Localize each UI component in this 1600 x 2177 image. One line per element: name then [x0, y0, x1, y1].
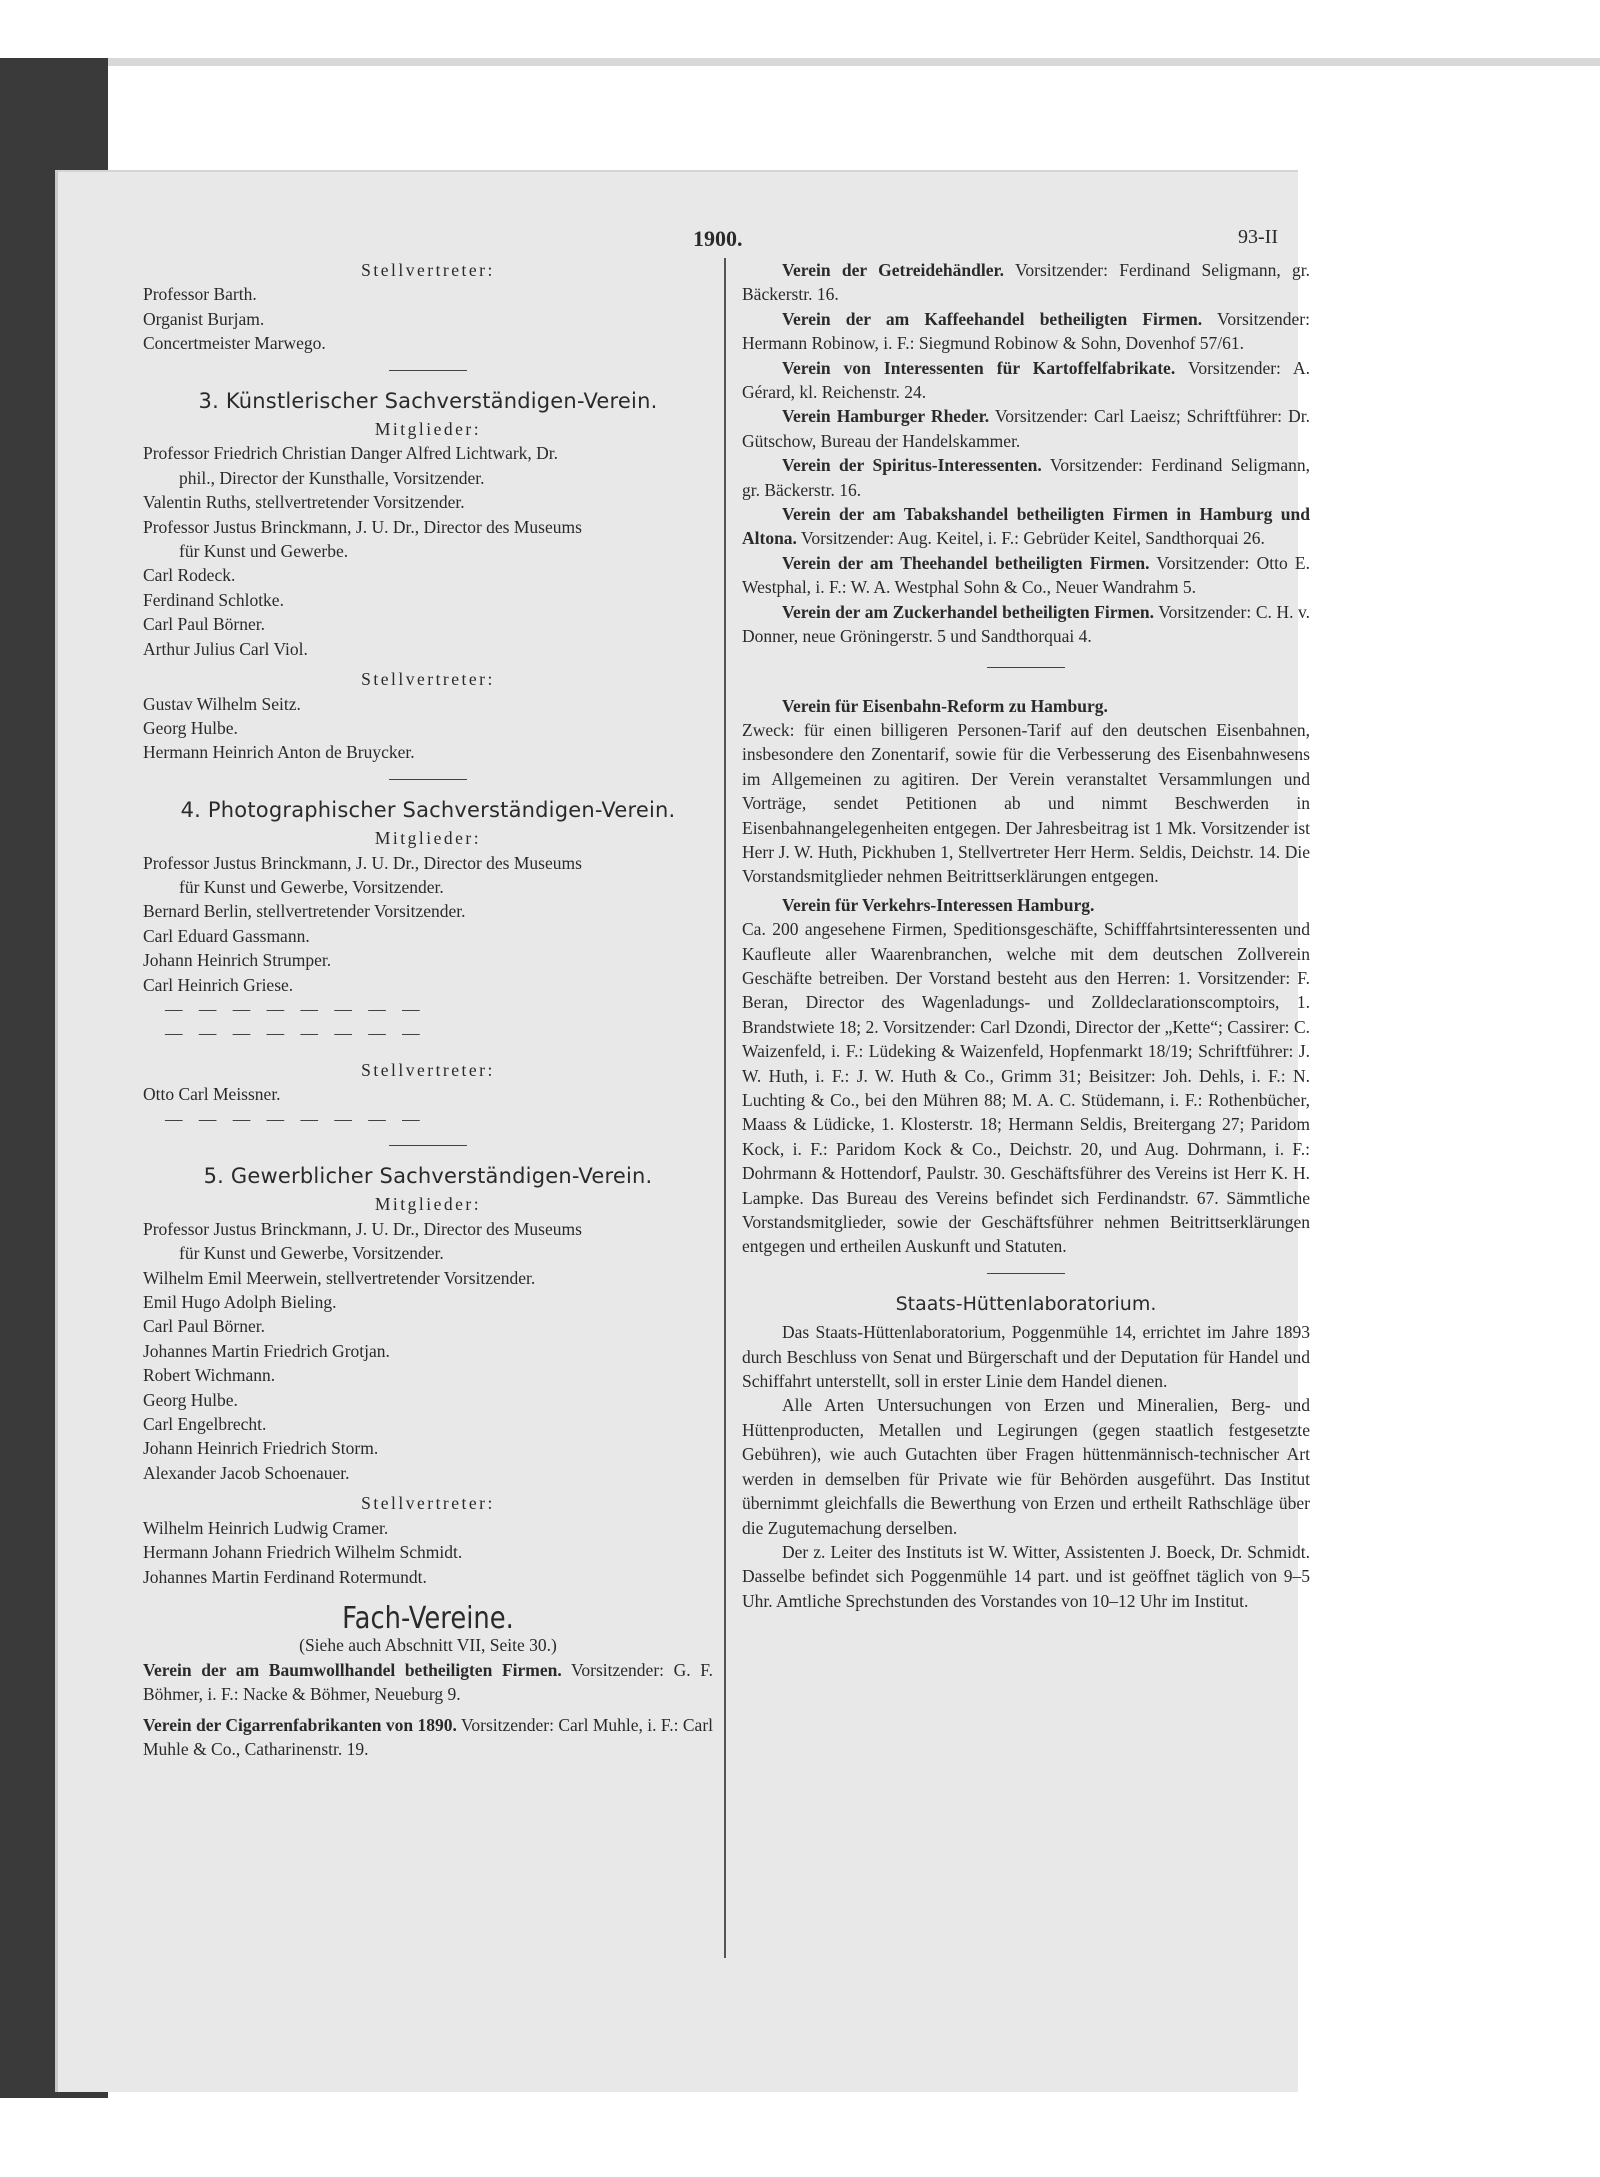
list-item: für Kunst und Gewerbe, Vorsitzender.	[179, 1243, 444, 1264]
entry-text: Vorsitzender: Ferdinand Seligmann, gr. Bäckerstr. 16.	[742, 455, 1311, 500]
list-item: Johannes Martin Friedrich Grotjan.	[143, 1340, 390, 1361]
fach-vereine-subtitle: (Siehe auch Abschnitt VII, Seite 30.)	[299, 1635, 557, 1656]
stellvertreter-heading: Stellvertreter:	[361, 260, 495, 280]
entry-cigarren	[143, 1713, 713, 1762]
list-item: Carl Paul Börner.	[143, 1316, 265, 1337]
fach-vereine-title: Fach-Vereine.	[342, 1600, 514, 1636]
labor-paragraph: Alle Arten Untersuchungen von Erzen und Mineralien, Berg- und Hüttenproducten, Metallen und Legirungen (gegen staatlich festgesetzte Gebühren), wie auch Gutachten über Fragen hüttenmännisch-technischer Art werden in demselben für Private wie für Behörden ausgeführt. Das Institut übernimmt gleichfalls die Bewerthung von Erzen und ertheilt Rathschläge über die Zugutemachung derselben.	[742, 1395, 1310, 1538]
list-item: Ferdinand Schlotke.	[143, 589, 284, 610]
entry-text: Vorsitzender: Otto E. Westphal, i. F.: W. A. Westphal Sohn & Co., Neuer Wandrahm 5.	[742, 552, 1310, 598]
list-item: für Kunst und Gewerbe, Vorsitzender.	[179, 876, 444, 897]
section-title: 5. Gewerblicher Sachverständigen-Verein.	[203, 1164, 653, 1188]
list-item: Professor Justus Brinckmann, J. U. Dr., Director des Museums	[143, 852, 582, 873]
list-item: Valentin Ruths, stellvertretender Vorsitzender.	[143, 492, 465, 513]
list-item: Organist Burjam.	[143, 308, 265, 329]
members-heading: Mitglieder:	[374, 419, 482, 440]
entry-name: Verein der Cigarrenfabrikanten von 1890.	[143, 1714, 457, 1735]
entry-text: Vorsitzender: Carl Laeisz; Schriftführer: Dr. Gütschow, Bureau der Handelskammer.	[742, 406, 1310, 451]
list-item: Arthur Julius Carl Viol.	[143, 638, 308, 659]
entry	[742, 600, 1310, 649]
entry	[742, 404, 1310, 453]
list-item: Emil Hugo Adolph Bieling.	[143, 1292, 337, 1313]
divider	[389, 1145, 467, 1146]
entry-name: Verein der am Zuckerhandel betheiligten Firmen.	[782, 601, 1155, 622]
section-title: 4. Photographischer Sachverständigen-Verein.	[180, 797, 676, 822]
list-item: Johann Heinrich Friedrich Storm.	[143, 1438, 379, 1459]
entry-text: Vorsitzender: Hermann Robinow, i. F.: Siegmund Robinow & Sohn, Dovenhof 57/61.	[742, 308, 1310, 354]
entry	[742, 453, 1310, 502]
list-item: Carl Engelbrecht.	[143, 1414, 267, 1435]
list-item: Carl Eduard Gassmann.	[143, 925, 310, 946]
entry-name: Verein der am Baumwollhandel betheiligten Firmen.	[143, 1659, 562, 1680]
entry-baumwoll	[143, 1658, 713, 1707]
list-item: Johannes Martin Ferdinand Rotermundt.	[143, 1566, 427, 1587]
list-item: Carl Paul Börner.	[143, 614, 265, 635]
labor-title: Staats-Hüttenlaboratorium.	[895, 1292, 1157, 1315]
entry-name: Verein der am Kaffeehandel betheiligten Firmen.	[782, 308, 1203, 329]
eisenbahn-text: Zweck: für einen billigeren Personen-Tarif auf den deutschen Eisenbahnen, insbesondere den Zonentarif, sowie für die Verbesserung des Eisenbahnwesens im Allgemeinen zu agitiren. Der Verein veranstaltet Versammlungen und Vorträge, sendet Petitionen ab und nimmt Beschwerden in Eisenbahnangelegenheiten entgegen. Der Jahresbeitrag ist 1 Mk. Vorsitzender ist Herr J. W. Huth, Pickhuben 1, Stellvertreter Herr Herm. Seldis, Deichstr. 14. Die Vorstandsmitglieder nehmen Beitrittserklärungen entgegen.	[742, 719, 1310, 887]
stellvertreter-heading: Stellvertreter:	[361, 1493, 495, 1514]
entry-name: Verein Hamburger Rheder.	[782, 406, 990, 427]
placeholder-dashes: — — — — — — — —	[165, 1108, 426, 1129]
list-item: Wilhelm Emil Meerwein, stellvertretender Vorsitzender.	[143, 1267, 536, 1288]
section-title: 3. Künstlerischer Sachverständigen-Verein.	[198, 388, 658, 413]
verkehr-title: Verein für Verkehrs-Interessen Hamburg.	[782, 894, 1095, 915]
stellvertreter-heading: Stellvertreter:	[361, 669, 495, 690]
list-item: Hermann Johann Friedrich Wilhelm Schmidt.	[143, 1542, 463, 1563]
entry-text: Vorsitzender: Ferdinand Seligmann, gr. Bäckerstr. 16.	[742, 260, 1310, 305]
column-divider	[724, 258, 726, 1958]
divider	[987, 667, 1065, 668]
labor-paragraph: Der z. Leiter des Instituts ist W. Witter, Assistenten J. Boeck, Dr. Schmidt. Dasselbe befindet sich Poggenmühle 14 part. und ist geöffnet täglich von 9–5 Uhr. Amtliche Sprechstunden des Vorstandes von 10–12 Uhr im Institut.	[742, 1541, 1310, 1611]
entry-name: Verein der Spiritus-Interessenten.	[782, 455, 1042, 476]
entry	[742, 307, 1310, 356]
list-item: Carl Heinrich Griese.	[143, 974, 294, 995]
entry	[742, 356, 1310, 405]
list-item: phil., Director der Kunsthalle, Vorsitzender.	[179, 467, 485, 488]
divider	[389, 779, 467, 780]
entry-name: Verein von Interessenten für Kartoffelfabrikate.	[782, 357, 1176, 378]
entry-name: Verein der Getreidehändler.	[782, 260, 1005, 280]
list-item: Gustav Wilhelm Seitz.	[143, 693, 301, 714]
list-item: Alexander Jacob Schoenauer.	[143, 1462, 350, 1483]
stellvertreter-heading: Stellvertreter:	[361, 1059, 495, 1080]
entry	[742, 551, 1310, 600]
entry	[742, 502, 1310, 551]
members-heading: Mitglieder:	[374, 1194, 482, 1215]
list-item: Georg Hulbe.	[143, 717, 238, 738]
left-column	[143, 258, 713, 1761]
entry	[742, 258, 1310, 307]
labor-paragraph: Das Staats-Hüttenlaboratorium, Poggenmühle 14, errichtet im Jahre 1893 durch Beschluss von Senat und Bürgerschaft und der Deputation für Handel und Schiffahrt unterstellt, soll in erster Linie dem Handel dienen.	[742, 1322, 1310, 1392]
entry-name: Verein der am Theehandel betheiligten Firmen.	[782, 552, 1150, 573]
placeholder-dashes: — — — — — — — —	[165, 998, 426, 1019]
list-item: Robert Wichmann.	[143, 1365, 276, 1386]
entry-name: Verein der am Tabakshandel betheiligten Firmen in Hamburg und Altona.	[742, 504, 1310, 549]
list-item: Professor Justus Brinckmann, J. U. Dr., Director des Museums	[143, 516, 582, 537]
list-item: Professor Justus Brinckmann, J. U. Dr., Director des Museums	[143, 1218, 582, 1239]
list-item: Carl Rodeck.	[143, 565, 236, 586]
list-item: Bernard Berlin, stellvertretender Vorsitzender.	[143, 901, 466, 922]
list-item: Wilhelm Heinrich Ludwig Cramer.	[143, 1517, 389, 1538]
divider	[987, 1273, 1065, 1274]
right-column	[742, 258, 1310, 1613]
page-year: 1900.	[693, 226, 743, 251]
entry-text: Vorsitzender: C. H. v. Donner, neue Gröningerstr. 5 und Sandthorquai 4.	[742, 601, 1310, 647]
entry-text: Vorsitzender: G. F. Böhmer, i. F.: Nacke & Böhmer, Neueburg 9.	[143, 1659, 713, 1705]
list-item: Hermann Heinrich Anton de Bruycker.	[143, 742, 415, 763]
entry-text: Vorsitzender: A. Gérard, kl. Reichenstr. 24.	[742, 357, 1311, 403]
list-item: Professor Barth.	[143, 284, 257, 305]
divider	[389, 370, 467, 371]
eisenbahn-title: Verein für Eisenbahn-Reform zu Hamburg.	[782, 695, 1108, 716]
scan-border-top	[108, 58, 1600, 66]
verkehr-text: Ca. 200 angesehene Firmen, Speditionsgeschäfte, Schifffahrtsinteressenten und Kaufleute aller Waarenbranchen, welche mit dem deutschen Zollverein Geschäfte betreiben. Der Vorstand besteht aus den Herren: 1. Vorsitzender: F. Beran, Director des Wagenladungs- und Zolldeclarationscomptoirs, 1. Brandstwiete 18; 2. Vorsitzender: Carl Dzondi, Director der „Kette“; Cassirer: C. Waizenfeld, i. F.: Lüdeking & Waizenfeld, Hopfenmarkt 18/19; Schriftführer: J. W. Huth, i. F.: J. W. Huth & Co., Grimm 31; Beisitzer: Joh. Dehls, i. F.: N. Luchting & Co., bei den Mühren 88; M. A. C. Stüdemann, i. F.: Rothenbücher, Maass & Lüdicke, 1. Klosterstr. 18; Hermann Seldis, Breitergang 27; Paridom Kock, i. F.: Paridom Kock & Co., Deichstr. 20, und Aug. Dohrmann, i. F.: Dohrmann & Hottendorf, Paulstr. 30. Geschäftsführer des Vereins ist Herr K. H. Lampke. Das Bureau des Vereins befindet sich Ferdinandstr. 67. Sämmtliche Vorstandsmitglieder, sowie der Geschäftsführer nehmen Beitrittserklärungen entgegen und ertheilen Auskunft und Statuten.	[742, 919, 1310, 1257]
list-item: Otto Carl Meissner.	[143, 1084, 281, 1105]
placeholder-dashes: — — — — — — — —	[165, 1023, 426, 1044]
list-item: Concertmeister Marwego.	[143, 333, 326, 354]
list-item: Georg Hulbe.	[143, 1389, 238, 1410]
entry-text: Vorsitzender: Aug. Keitel, i. F.: Gebrüder Keitel, Sandthorquai 26.	[801, 528, 1265, 549]
entry-text: Vorsitzender: Carl Muhle, i. F.: Carl Muhle & Co., Catharinenstr. 19.	[143, 1714, 714, 1759]
members-heading: Mitglieder:	[374, 828, 482, 849]
list-item: Professor Friedrich Christian Danger Alfred Lichtwark, Dr.	[143, 443, 559, 464]
list-item: Johann Heinrich Strumper.	[143, 950, 332, 971]
list-item: für Kunst und Gewerbe.	[179, 541, 349, 562]
page-number: 93-II	[1238, 226, 1278, 248]
